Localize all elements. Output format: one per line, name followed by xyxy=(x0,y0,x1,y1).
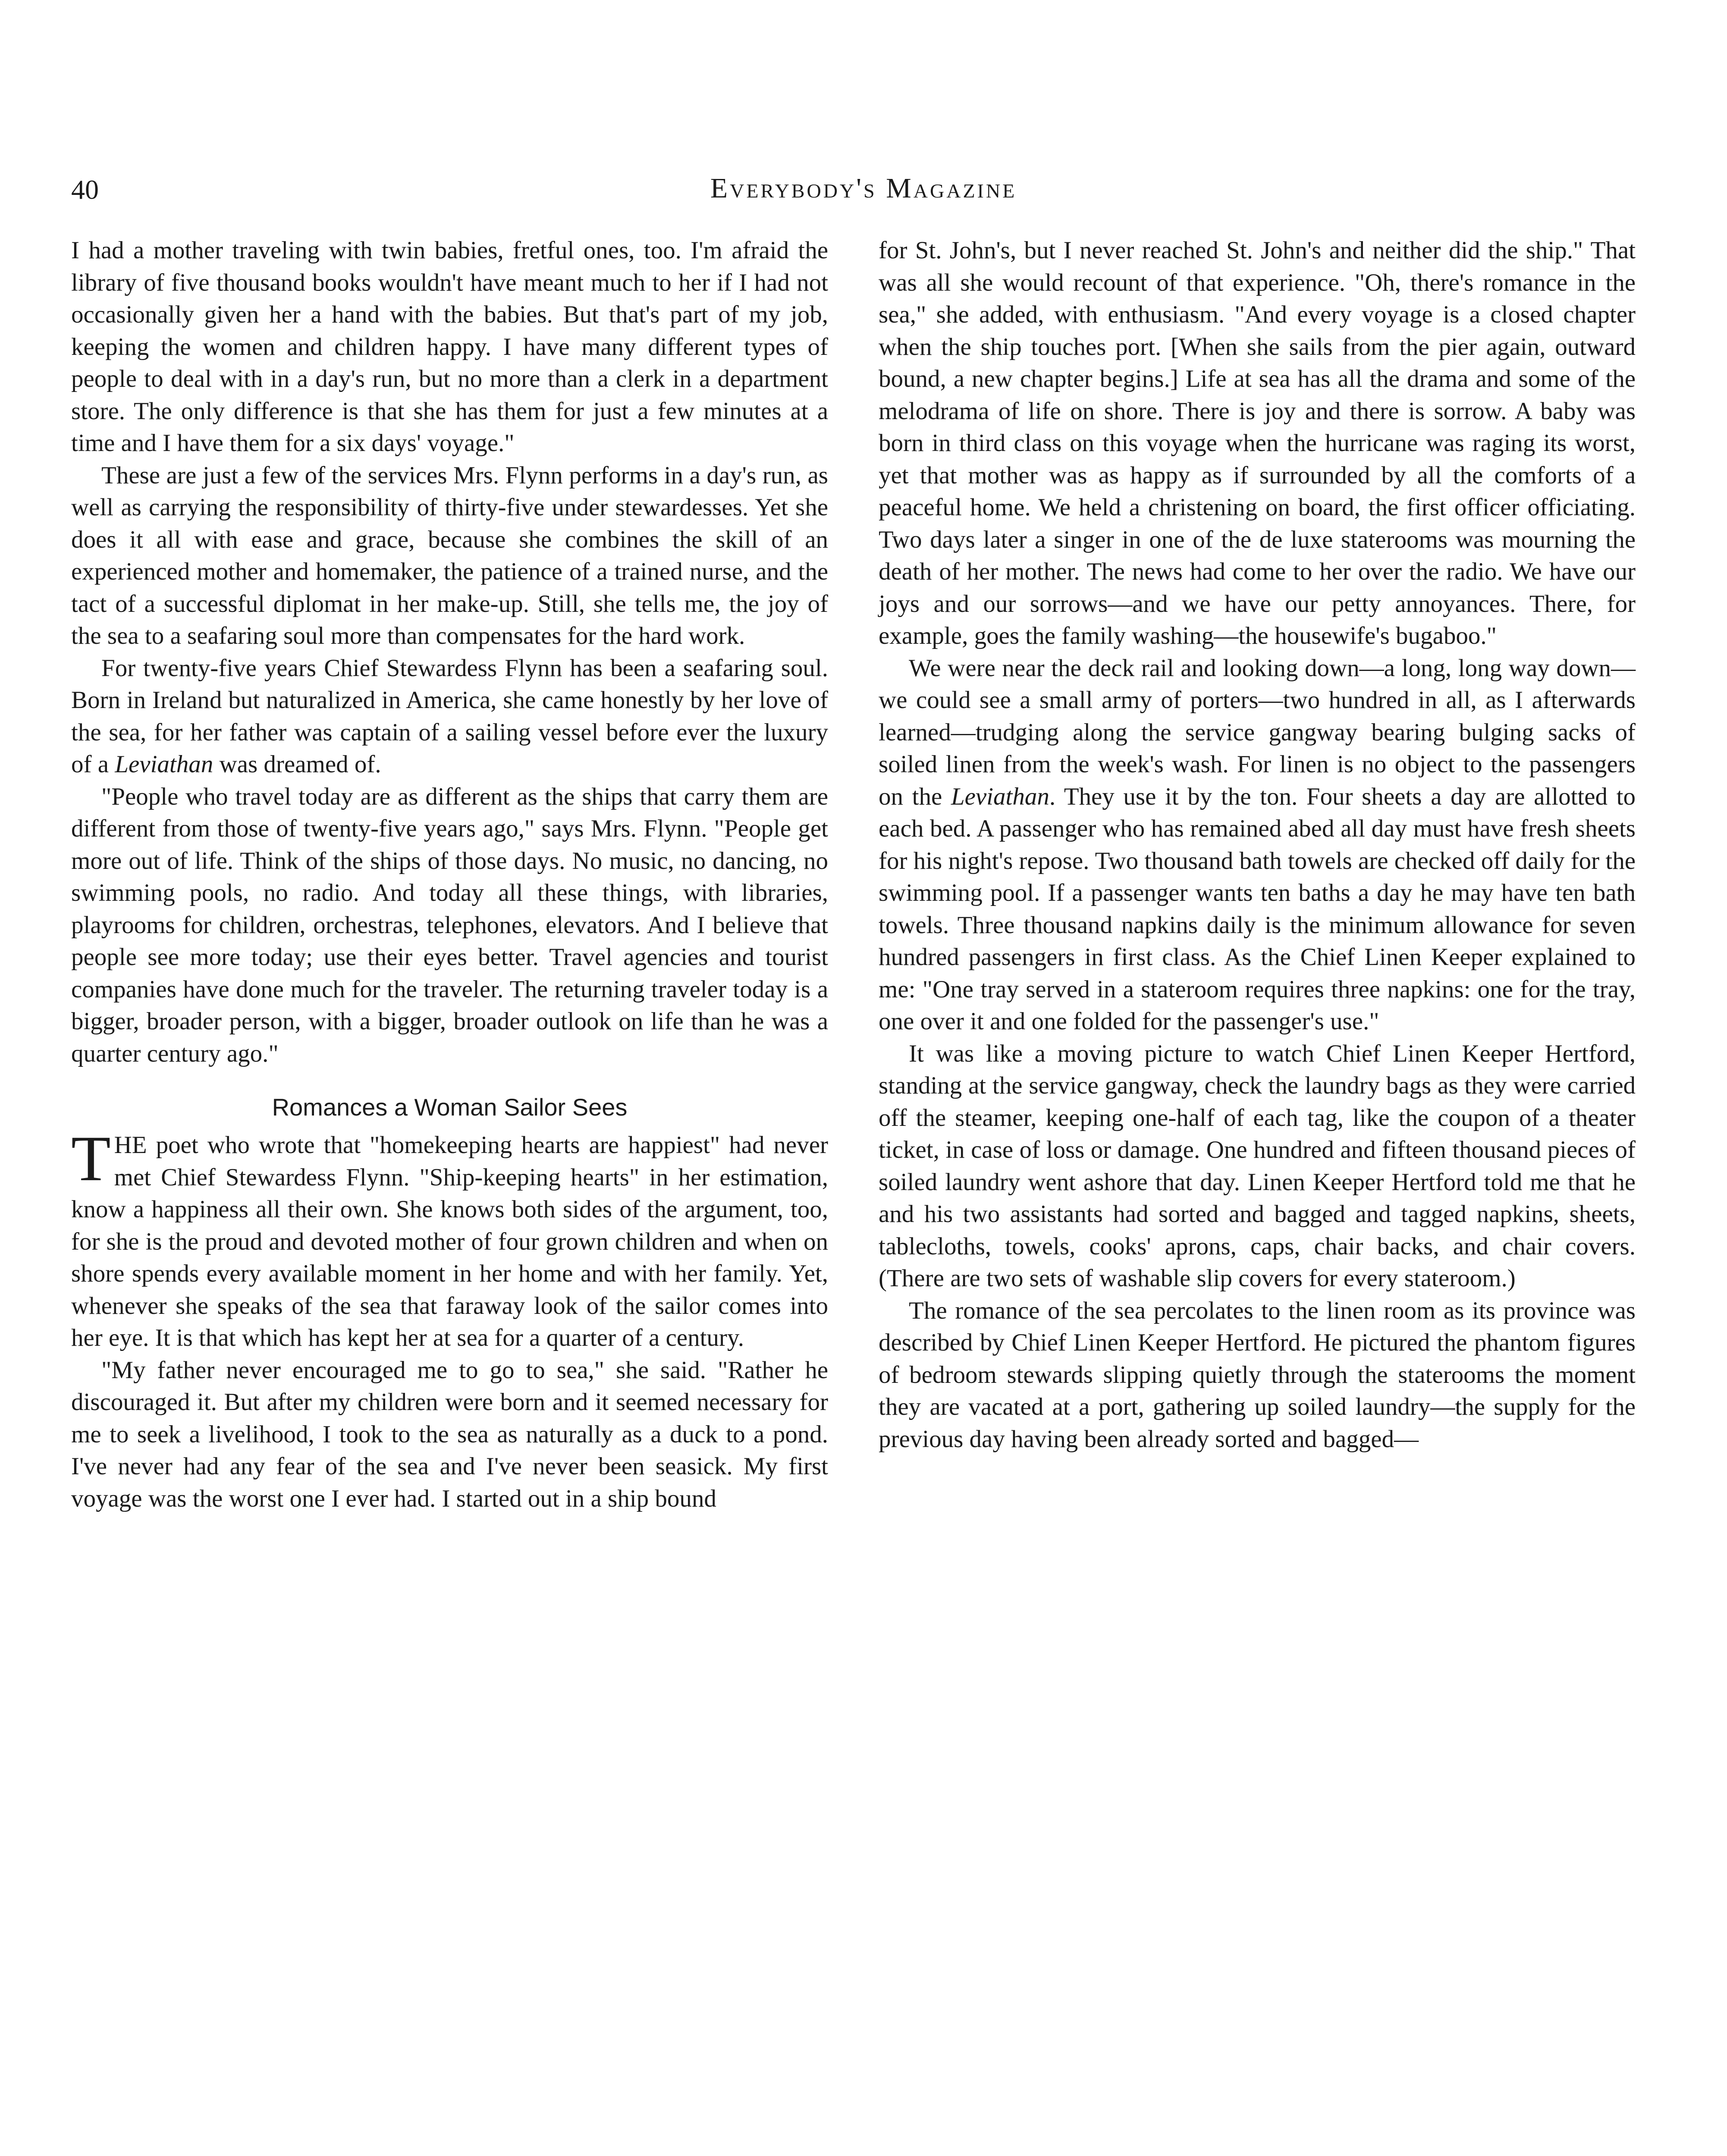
paragraph-text: We were near the deck rail and looking down—a long, long way down—we could see a small army of porters—two hundred in all, as I afterwards learned—trudging along the service gangway bearing bulging sacks of soiled linen from the week's wash. For linen is no object to the passengers on the xyxy=(879,654,1636,810)
paragraph: These are just a few of the services Mrs. Flynn performs in a day's run, as well as carrying the responsibility of thirty-five under stewardesses. Yet she does it all with ease and grace, because she combines the skill of an experienced mother and homemaker, the patience of a trained nurse, and the tact of a successful diplomat in her make-up. Still, she tells me, the joy of the sea to a seafaring soul more than compensates for the hard work. xyxy=(71,461,828,649)
paragraph xyxy=(71,652,828,781)
left-column xyxy=(71,235,828,1515)
ship-name: Leviathan xyxy=(115,751,214,778)
paragraph: The romance of the sea percolates to the linen room as its province was described by Chief Linen Keeper Hertford. He pictured the phantom figures of bedroom stewards slipping quietly through the staterooms the moment they are vacated at a port, gathering up soiled laundry—the supply for the previous day having been already sorted and bagged— xyxy=(879,1297,1636,1453)
paragraph-text: . They use it by the ton. Four sheets a day are allotted to each bed. A passenger who has remained abed all day must have fresh sheets for his night's repose. Two thousand bath towels are checked off daily for the swimming pool. If a passenger wants ten baths a day he may have ten bath towels. Three thousand napkins daily is the minimum allowance for seven hundred passengers in first class. As the Chief Linen Keeper explained to me: "One tray served in a stateroom requires three napkins: one for the tray, one over it and one folded for the passenger's use." xyxy=(879,783,1636,1035)
running-head: Everybody's Magazine xyxy=(710,172,1017,204)
paragraph-text: was dreamed of. xyxy=(213,751,381,778)
drop-cap: T xyxy=(71,1123,111,1194)
section-heading: Romances a Woman Sailor Sees xyxy=(272,1094,628,1121)
paragraph xyxy=(71,1123,828,1354)
paragraph-text: For twenty-five years Chief Stewardess Flynn has been a seafaring soul. Born in Ireland but naturalized in America, she came honestly by her love of the sea, for her father was captain of a sailing vessel before ever the luxury of a xyxy=(71,654,828,778)
paragraph: for St. John's, but I never reached St. John's and neither did the ship." That was all she would recount of that experience. "Oh, there's romance in the sea," she added, with enthusiasm. "And every voyage is a closed chapter when the ship touches port. [When she sails from the pier again, outward bound, a new chapter begins.] Life at sea has all the drama and some of the melodrama of life on shore. There is joy and there is sorrow. A baby was born in third class on this voyage when the hurricane was raging its worst, yet that mother was as happy as if surrounded by all the comforts of a peaceful home. We held a christening on board, the first officer officiating. Two days later a singer in one of the de luxe staterooms was mourning the death of her mother. The news had come to her over the radio. We have our joys and our sorrows—and we have our petty annoyances. There, for example, goes the family washing—the housewife's bugaboo." xyxy=(879,237,1636,649)
paragraph: It was like a moving picture to watch Chief Linen Keeper Hertford, standing at the service gangway, check the laundry bags as they were carried off the steamer, keeping one-half of each tag, like the coupon of a theater ticket, in case of loss or damage. One hundred and fifteen thousand pieces of soiled laundry went ashore that day. Linen Keeper Hertford told me that he and his two assistants had sorted and bagged and tagged napkins, sheets, tablecloths, towels, cooks' aprons, caps, chair backs, and chair covers. (There are two sets of washable slip covers for every stateroom.) xyxy=(879,1040,1636,1292)
page-number: 40 xyxy=(71,174,99,205)
right-column xyxy=(879,235,1636,1455)
paragraph xyxy=(879,652,1636,1038)
paragraph: "People who travel today are as different as the ships that carry them are different from those of twenty-five years ago," says Mrs. Flynn. "People get more out of life. Think of the ships of those days. No music, no dancing, no swimming pools, no radio. And today all these things, with libraries, playrooms for children, orchestras, telephones, elevators. And I believe that people see more today; use their eyes better. Travel agencies and tourist companies have done much for the traveler. The returning traveler today is a bigger, broader person, with a bigger, broader outlook on life than he was a quarter century ago." xyxy=(71,783,828,1067)
paragraph-text: HE poet who wrote that "homekeeping hearts are happiest" had never met Chief Stewardess Flynn. "Ship-keeping hearts" in her estimation, know a happiness all their own. She knows both sides of the argument, too, for she is the proud and devoted mother of four grown children and when on shore spends every available moment in her home and with her family. Yet, whenever she speaks of the sea that faraway look of the sailor comes into her eye. It is that which has kept her at sea for a quarter of a century. xyxy=(71,1131,828,1351)
ship-name: Leviathan xyxy=(951,783,1049,810)
paragraph: I had a mother traveling with twin babies, fretful ones, too. I'm afraid the library of five thousand books wouldn't have meant much to her if I had not occasionally given her a hand with the babies. But that's part of my job, keeping the women and children happy. I have many different types of people to deal with in a day's run, but no more than a clerk in a department store. The only difference is that she has them for just a few minutes at a time and I have them for a six days' voyage." xyxy=(71,237,828,457)
paragraph: "My father never encouraged me to go to sea," she said. "Rather he discouraged it. But after my children were born and it seemed necessary for me to seek a livelihood, I took to the sea as naturally as a duck to a pond. I've never had any fear of the sea and I've never been seasick. My first voyage was the worst one I ever had. I started out in a ship bound xyxy=(71,1356,828,1512)
